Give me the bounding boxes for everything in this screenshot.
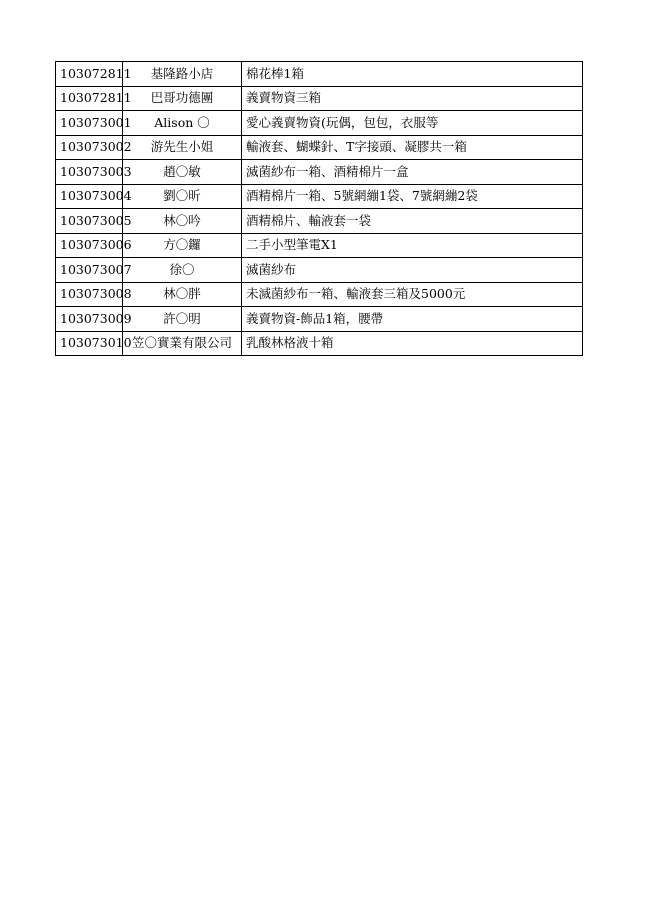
donation-id-cell: 103073007 — [56, 258, 123, 283]
donor-name-cell: 基隆路小店 — [123, 62, 242, 87]
donor-name-cell: 徐〇 — [123, 258, 242, 283]
donated-item-cell: 乳酸林格液十箱 — [242, 331, 583, 356]
table-row — [56, 209, 583, 234]
table-row — [56, 111, 583, 136]
table-row — [56, 233, 583, 258]
table-row — [56, 184, 583, 209]
donated-item-cell: 棉花棒1箱 — [242, 62, 583, 87]
donor-name-cell: 劉〇昕 — [123, 184, 242, 209]
donated-item-cell: 滅菌紗布 — [242, 258, 583, 283]
donor-name-cell: 林〇吟 — [123, 209, 242, 234]
donor-name-cell: 許〇明 — [123, 307, 242, 332]
donation-id-cell: 103073008 — [56, 282, 123, 307]
donor-name-cell: 巴哥功德團 — [123, 86, 242, 111]
donated-item-cell: 愛心義賣物資(玩偶，包包，衣服等 — [242, 111, 583, 136]
donor-name-cell: 方〇鑼 — [123, 233, 242, 258]
donor-name-cell: 笠〇實業有限公司 — [123, 331, 242, 356]
donated-item-cell: 義賣物資-飾品1箱，腰帶 — [242, 307, 583, 332]
table-row — [56, 307, 583, 332]
donation-id-cell: 103073010 — [56, 331, 123, 356]
table-row — [56, 160, 583, 185]
table-row — [56, 258, 583, 283]
donated-item-cell: 酒精棉片一箱、5號網繃1袋、7號網繃2袋 — [242, 184, 583, 209]
donated-item-cell: 輸液套、蝴蝶針、T字接頭、凝膠共一箱 — [242, 135, 583, 160]
table-row — [56, 282, 583, 307]
donation-id-cell: 103073003 — [56, 160, 123, 185]
donation-id-cell: 103073005 — [56, 209, 123, 234]
donated-item-cell: 滅菌紗布一箱、酒精棉片一盒 — [242, 160, 583, 185]
table-row — [56, 62, 583, 87]
donated-item-cell: 酒精棉片、輸液套一袋 — [242, 209, 583, 234]
table-row — [56, 86, 583, 111]
donation-table — [55, 61, 583, 356]
donor-name-cell: 游先生小姐 — [123, 135, 242, 160]
donor-name-cell: Alison 〇 — [123, 111, 242, 136]
table-row — [56, 331, 583, 356]
donated-item-cell: 未滅菌紗布一箱、輸液套三箱及5000元 — [242, 282, 583, 307]
donor-name-cell: 林〇胖 — [123, 282, 242, 307]
donation-id-cell: 103073001 — [56, 111, 123, 136]
donation-id-cell: 103072811 — [56, 86, 123, 111]
donor-name-cell: 趙〇敏 — [123, 160, 242, 185]
donated-item-cell: 義賣物資三箱 — [242, 86, 583, 111]
donated-item-cell: 二手小型筆電X1 — [242, 233, 583, 258]
donation-id-cell: 103073009 — [56, 307, 123, 332]
table-row — [56, 135, 583, 160]
donation-id-cell: 103073006 — [56, 233, 123, 258]
donation-id-cell: 103072811 — [56, 62, 123, 87]
donation-id-cell: 103073002 — [56, 135, 123, 160]
donation-table-body — [56, 62, 583, 356]
donation-id-cell: 103073004 — [56, 184, 123, 209]
